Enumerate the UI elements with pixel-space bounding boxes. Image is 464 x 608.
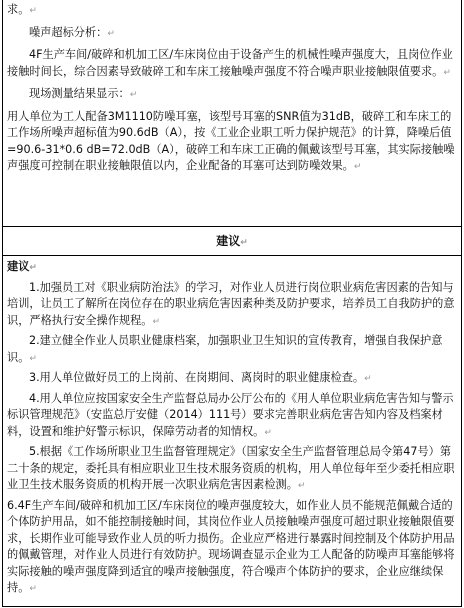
noise-analysis-paragraph: 4F生产车间/破碎和机加工区/车床岗位由于设备产生的机械性噪声强度大，且岗位作业接触时间长，综合因素导致破碎工和车床工接触噪声强度不符合噪声职业接触限值要求。↵ xyxy=(7,48,453,78)
recommendation-item: 1.加强员工对《职业病防治法》的学习，对作业人员进行岗位职业病危害因素的告知与培训，让员工了解所在岗位存在的职业病危害因素种类及防护要求，培养员工自我防护的意识，严格执行安全操作规程。↵ xyxy=(7,280,455,327)
recommendation-item: 2.建立健全作业人员职业健康档案，加强职业卫生知识的宣传教育，增强自我保护意识。↵ xyxy=(7,334,443,364)
survey-title: 现场测量结果显示：↵ xyxy=(29,87,138,100)
recommendation-item: 4.用人单位应按国家安全生产监督总局办公厅公布的《用人单位职业病危害告知与警示标识管理规范》（安监总厅安健（2014）111号）要求完善职业病危害告知内容及档案材料，设置和维护好警示标识，保障劳动者的知情权。↵ xyxy=(7,391,454,438)
recommendations-heading: 建议↵ xyxy=(7,260,37,273)
continuation-text: 求。↵ xyxy=(7,3,37,16)
survey-paragraph: 用人单位为工人配备3M1110防噪耳塞，该型号耳塞的SNR值为31dB，破碎工和车床工的工作场所噪声超标值为90.6dB（A），按《工业企业职工听力保护规范》的计算，降噪后值=90.6-31*0.6 dB=72.0dB（A），破碎工和车床工正确的佩戴该型号耳塞，其实际接触噪声强度可控制在职业接触限值以内，企业配备的耳塞可达到防噪效果。↵ xyxy=(7,109,455,172)
recommendation-item: 5.根据《工作场所职业卫生监督管理规定》（国家安全生产监督管理总局令第47号）第二十条的规定，委托具有相应职业卫生技术服务资质的机构，用人单位每年至少委托相应职业卫生技术服务资质的机构开展一次职业病危害因素检测。↵ xyxy=(7,445,455,491)
noise-analysis-title: 噪声超标分析：↵ xyxy=(29,25,115,39)
recommendation-item: 6.4F生产车间/破碎和机加工区/车床岗位的噪声强度较大，如作业人员不能规范佩戴合适的个体防护用品，如不能控制接触时间，其岗位作业人员接触噪声强度可超过职业接触限值要求，长期作业可能导致作业人员的听力损伤。企业应严格进行暴露时间控制及个体防护用品的佩戴管理，对作业人员进行有效防护。现场调查显示企业为工人配备的防噪声耳塞能够将实际接触的噪声强度降到适宜的噪声接触强度，符合噪声个体防护的要求，企业应继续保持。↵ xyxy=(7,498,455,594)
document-page xyxy=(2,0,462,607)
recommendations-section xyxy=(3,256,461,607)
section-title: 建议↵ xyxy=(216,234,248,248)
recommendation-item: 3.用人单位做好员工的上岗前、在岗期间、离岗时的职业健康检查。↵ xyxy=(29,371,372,384)
analysis-section xyxy=(3,0,461,226)
